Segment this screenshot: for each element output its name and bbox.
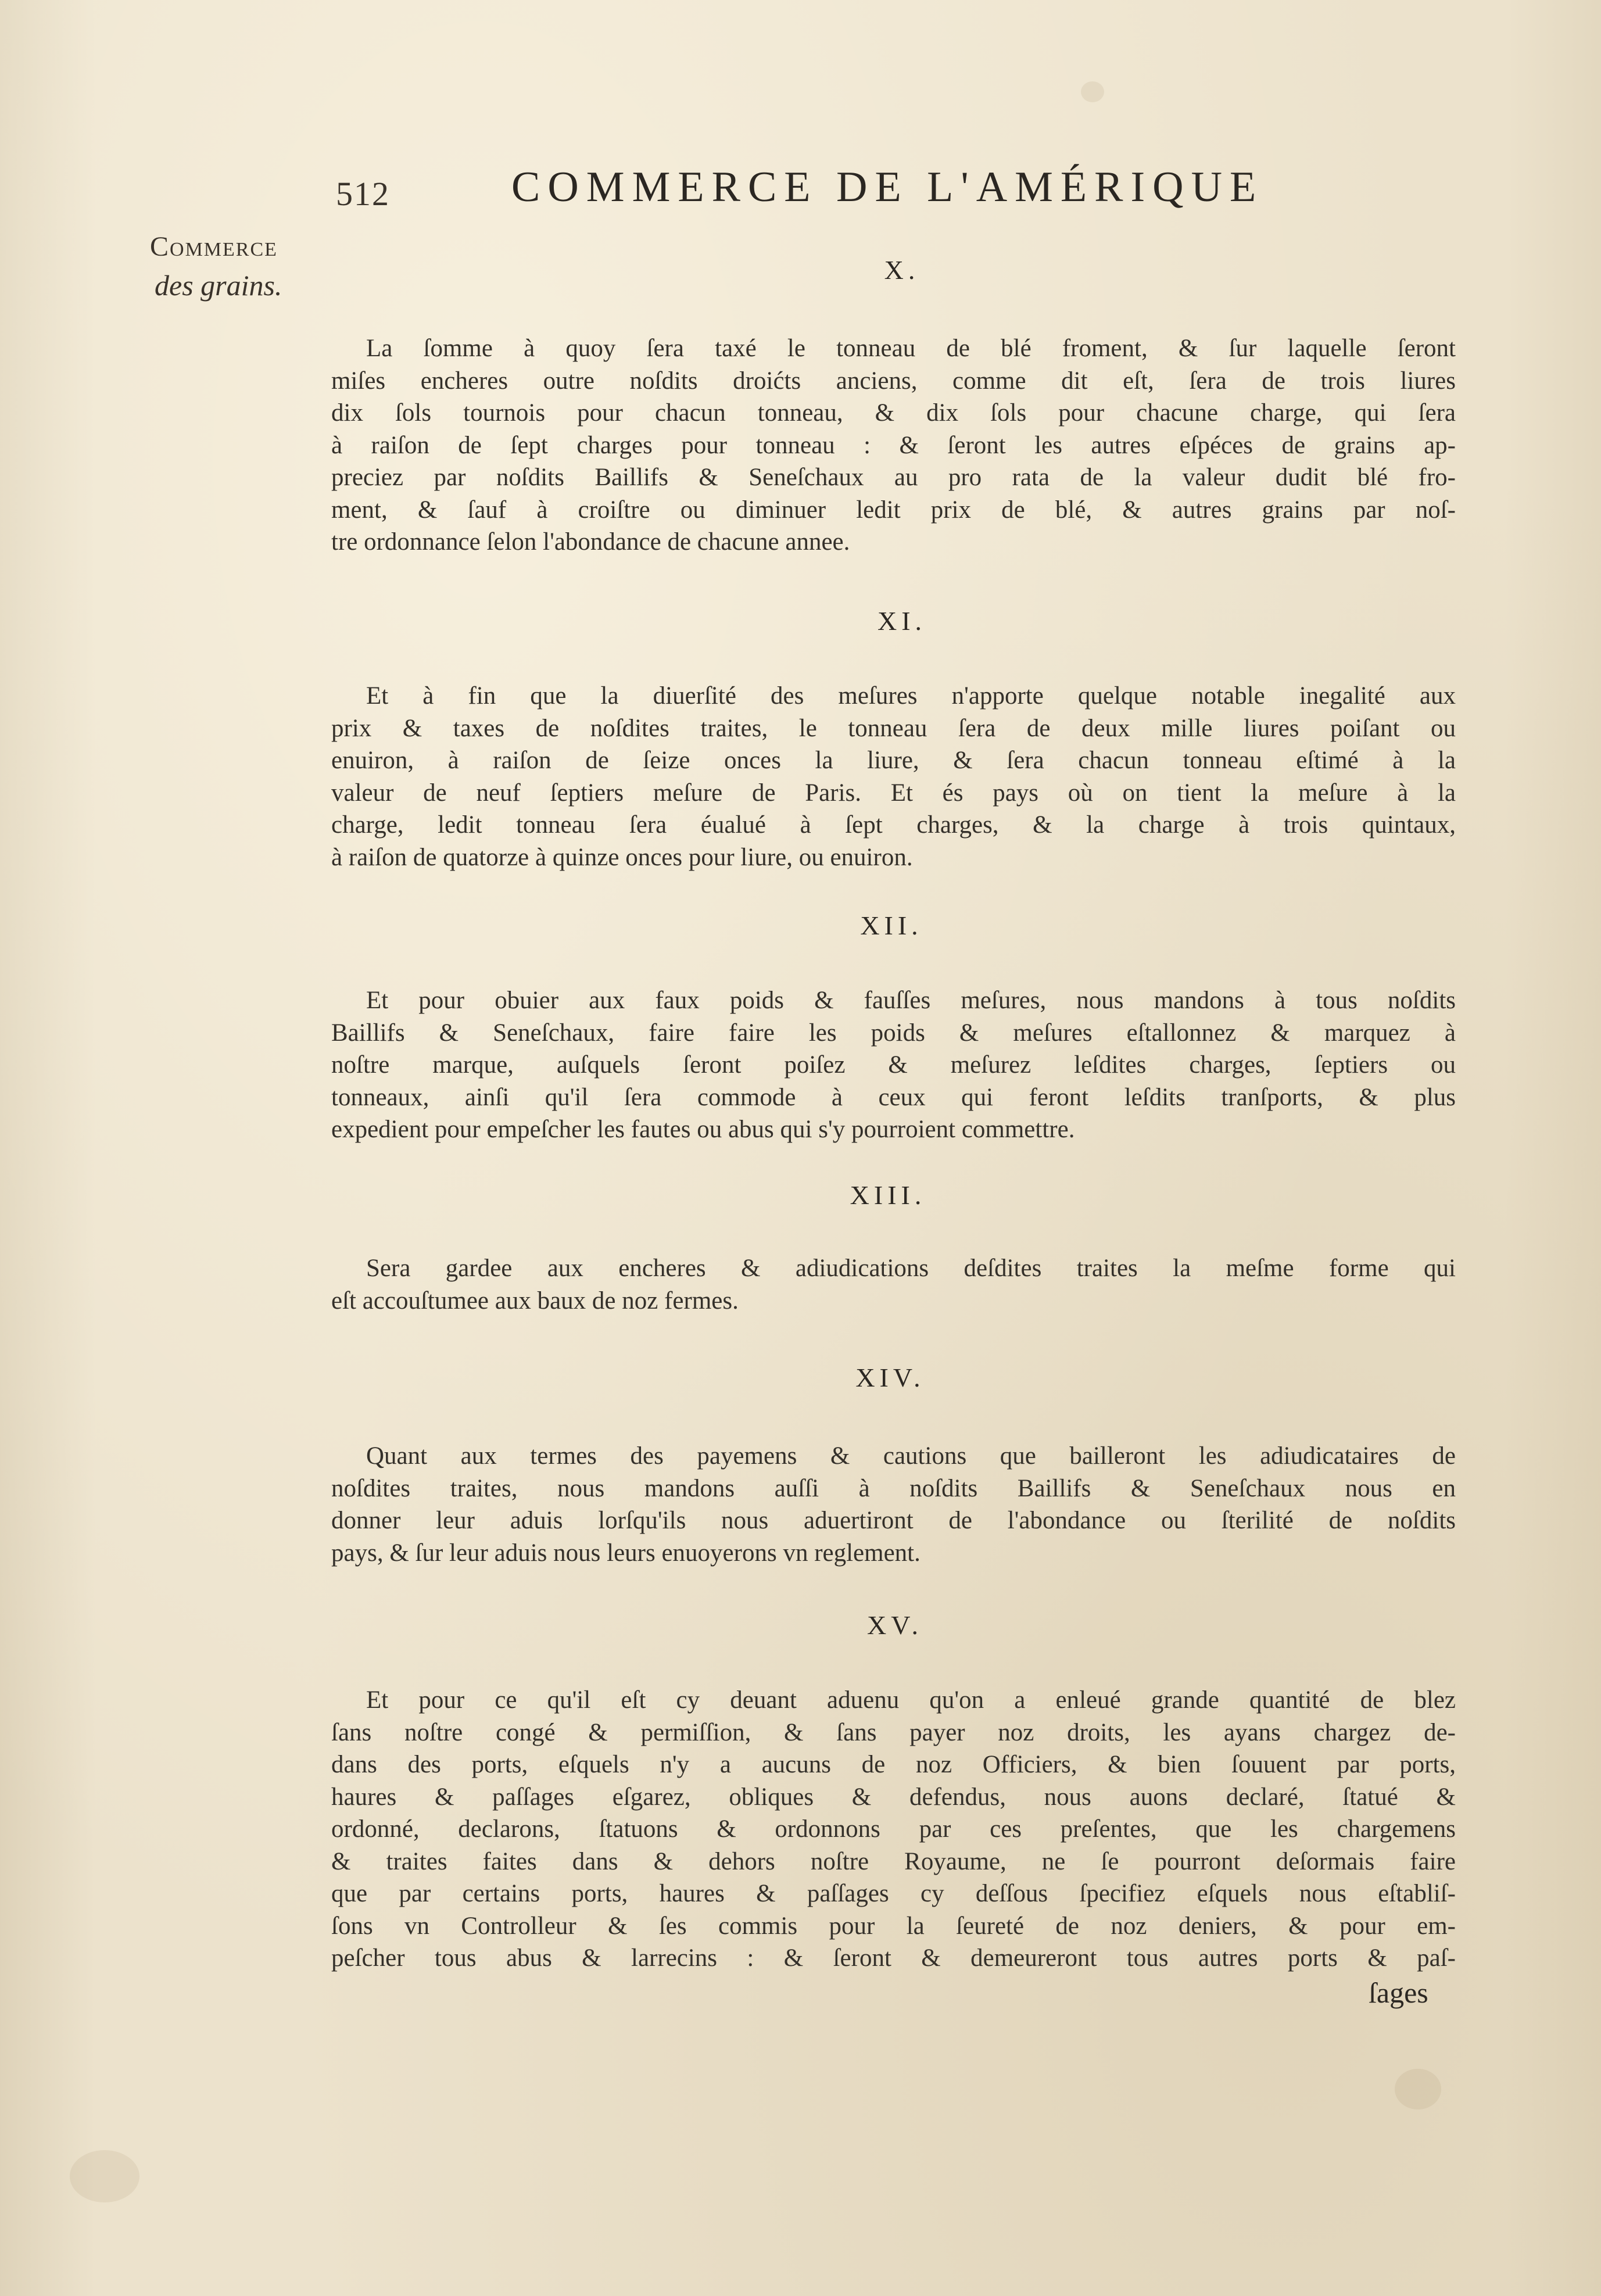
text-line: noſdites traites, nous mandons auſſi à noſdits Baillifs & Seneſchaux nous en [331, 1474, 1456, 1502]
text-line: Et à fin que la diuerſité des meſures n'apporte quelque notable inegalité aux [366, 682, 1456, 710]
article-paragraph [331, 332, 1456, 558]
text-line: noſtre marque, auſquels ſeront poiſez & meſurez leſdites charges, ſeptiers ou [331, 1051, 1456, 1079]
text-line: haures & paſſages eſgarez, obliques & defendus, nous auons declaré, ſtatué & [331, 1783, 1456, 1811]
margin-note [150, 228, 282, 305]
text-line: peſcher tous abus & larrecins : & ſeront & demeureront tous autres ports & paſ- [331, 1944, 1456, 1972]
page-number: 512 [336, 175, 390, 213]
text-line: à raiſon de quatorze à quinze onces pour liure, ou enuiron. [331, 843, 913, 871]
text-line: tre ordonnance ſelon l'abondance de chacune annee. [331, 528, 850, 556]
text-line: & traites faites dans & dehors noſtre Royaume, ne ſe pourront deſormais faire [331, 1847, 1456, 1875]
catchword: ſages [1369, 1976, 1428, 2009]
text-line: prix & taxes de noſdites traites, le tonneau ſera de deux mille liures poiſant ou [331, 714, 1456, 742]
text-line: expedient pour empeſcher les fautes ou abus qui s'y pourroient commettre. [331, 1116, 1075, 1143]
text-line: preciez par noſdits Baillifs & Seneſchaux au pro rata de la valeur dudit blé fro- [331, 464, 1456, 491]
text-line: ſans noſtre congé & permiſſion, & ſans payer noz droits, les ayans chargez de- [331, 1718, 1456, 1746]
article-paragraph [331, 680, 1456, 873]
text-line: La ſomme à quoy ſera taxé le tonneau de blé froment, & ſur laquelle ſeront [366, 335, 1456, 362]
text-line: charge, ledit tonneau ſera éualué à ſept charges, & la charge à trois quintaux, [331, 811, 1456, 839]
text-line: donner leur aduis lorſqu'ils nous aduertiront de l'abondance ou ſterilité de noſdits [331, 1507, 1456, 1534]
article-paragraph [331, 1440, 1456, 1569]
text-line: que par certains ports, haures & paſſages cy deſſous ſpecifiez eſquels nous eſtabliſ- [331, 1880, 1456, 1907]
article-paragraph [331, 984, 1456, 1146]
text-line: ment, & ſauf à croiſtre ou diminuer ledit prix de blé, & autres grains par noſ- [331, 496, 1456, 524]
article-title: XIV. [855, 1363, 925, 1392]
paper-stain [70, 2150, 139, 2202]
article-title: XIII. [850, 1180, 926, 1210]
running-head: COMMERCE DE L'AMÉRIQUE [511, 163, 1264, 211]
text-line: Et pour ce qu'il eſt cy deuant aduenu qu'on a enleué grande quantité de blez [366, 1686, 1456, 1714]
text-line: pays, & ſur leur aduis nous leurs enuoyerons vn reglement. [331, 1539, 921, 1567]
paper-stain [1395, 2069, 1441, 2109]
margin-note-line: Commerce [150, 231, 278, 262]
text-line: dans des ports, eſquels n'y a aucuns de noz Officiers, & bien ſouuent par ports, [331, 1751, 1456, 1778]
text-line: Sera gardee aux encheres & adiudications deſdites traites la meſme forme qui [366, 1255, 1456, 1282]
text-line: eſt accouſtumee aux baux de noz fermes. [331, 1287, 739, 1314]
article-paragraph [331, 1684, 1456, 1975]
article-title: X. [884, 255, 920, 285]
article-title: XI. [877, 606, 927, 636]
text-line: tonneaux, ainſi qu'il ſera commode à ceux qui feront leſdits tranſports, & plus [331, 1083, 1456, 1111]
text-line: ſons vn Controlleur & ſes commis pour la ſeureté de noz deniers, & pour em- [331, 1912, 1456, 1940]
text-line: Baillifs & Seneſchaux, faire faire les poids & meſures eſtallonnez & marquez à [331, 1019, 1456, 1047]
article-paragraph [331, 1252, 1456, 1317]
article-title: XII. [860, 911, 923, 940]
text-line: ordonné, declarons, ſtatuons & ordonnons par ces preſentes, que les chargemens [331, 1815, 1456, 1843]
text-line: dix ſols tournois pour chacun tonneau, & dix ſols pour chacune charge, qui ſera [331, 399, 1456, 427]
text-line: Et pour obuier aux faux poids & fauſſes meſures, nous mandons à tous noſdits [366, 987, 1456, 1014]
text-line: enuiron, à raiſon de ſeize onces la liure, & ſera chacun tonneau eſtimé à la [331, 747, 1456, 774]
text-line: valeur de neuf ſeptiers meſure de Paris. Et és pays où on tient la meſure à la [331, 779, 1456, 807]
text-line: Quant aux termes des payemens & cautions que bailleront les adiudicataires de [366, 1442, 1456, 1470]
text-line: miſes encheres outre noſdits droićts anciens, comme dit eſt, ſera de trois liures [331, 367, 1456, 395]
paper-stain [1081, 81, 1104, 102]
margin-note-line: des grains. [155, 269, 282, 302]
article-title: XV. [866, 1610, 923, 1640]
text-line: à raiſon de ſept charges pour tonneau : & ſeront les autres eſpéces de grains ap- [331, 431, 1456, 459]
